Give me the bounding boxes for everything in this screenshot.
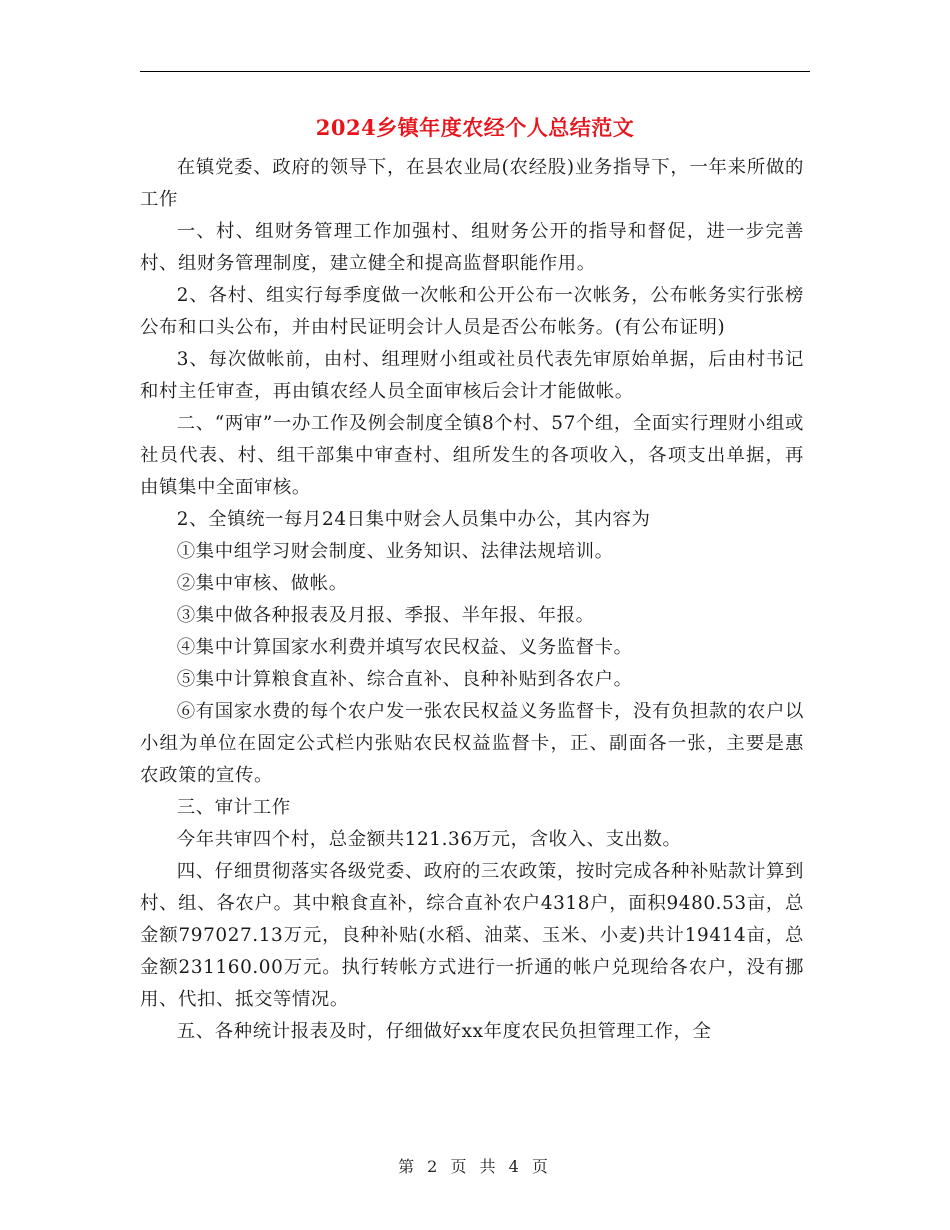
paragraph: 二、“两审”一办工作及例会制度全镇8个村、57个组，全面实行理财小组或社员代表、村、组干部集中审查村、组所发生的各项收入，各项支出单据，再由镇集中全面审核。 [140, 413, 804, 498]
paragraph: 2、各村、组实行每季度做一次帐和公开公布一次帐务，公布帐务实行张榜公布和口头公布，并由村民证明会计人员是否公布帐务。(有公布证明) [140, 285, 804, 338]
list-item: ②集中审核、做帐。 [176, 573, 348, 594]
paragraph: 在镇党委、政府的领导下，在县农业局(农经股)业务指导下，一年来所做的工作 [140, 157, 804, 210]
list-item: ①集中组学习财会制度、业务知识、法律法规培训。 [176, 541, 614, 562]
list-item: ③集中做各种报表及月报、季报、半年报、年报。 [176, 605, 595, 626]
document-title: 2024乡镇年度农经个人总结范文 [315, 115, 635, 140]
paragraph: 今年共审四个村，总金额共121.36万元，含收入、支出数。 [176, 829, 682, 850]
paragraph: 3、每次做帐前，由村、组理财小组或社员代表先审原始单据，后由村书记和村主任审查，再由镇农经人员全面审核后会计才能做帐。 [140, 349, 804, 402]
list-item: ⑥有国家水费的每个农户发一张农民权益义务监督卡，没有负担款的农户以小组为单位在固定公式栏内张贴农民权益监督卡，正、副面各一张，主要是惠农政策的宣传。 [140, 701, 804, 786]
page-number: 第 2 页 共 4 页 [398, 1157, 552, 1176]
section-heading: 三、审计工作 [176, 797, 291, 818]
paragraph: 四、仔细贯彻落实各级党委、政府的三农政策，按时完成各种补贴款计算到村、组、各农户。其中粮食直补，综合直补农户4318户，面积9480.53亩，总金额797027.13万元，良种补贴(水稻、油菜、玉米、小麦)共计19414亩，总金额231160.00万元。执行转帐方式进行一折通的帐户兑现给各农户，没有挪用、代扣、抵交等情况。 [140, 861, 804, 1010]
document-body [140, 152, 804, 1048]
header-rule [140, 71, 810, 72]
paragraph: 一、村、组财务管理工作加强村、组财务公开的指导和督促，进一步完善村、组财务管理制度，建立健全和提高监督职能作用。 [140, 221, 804, 274]
list-item: ⑤集中计算粮食直补、综合直补、良种补贴到各农户。 [176, 669, 633, 690]
paragraph: 五、各种统计报表及时，仔细做好xx年度农民负担管理工作，全 [176, 1021, 712, 1042]
paragraph: 2、全镇统一每月24日集中财会人员集中办公，其内容为 [176, 509, 651, 530]
list-item: ④集中计算国家水利费并填写农民权益、义务监督卡。 [176, 637, 633, 658]
